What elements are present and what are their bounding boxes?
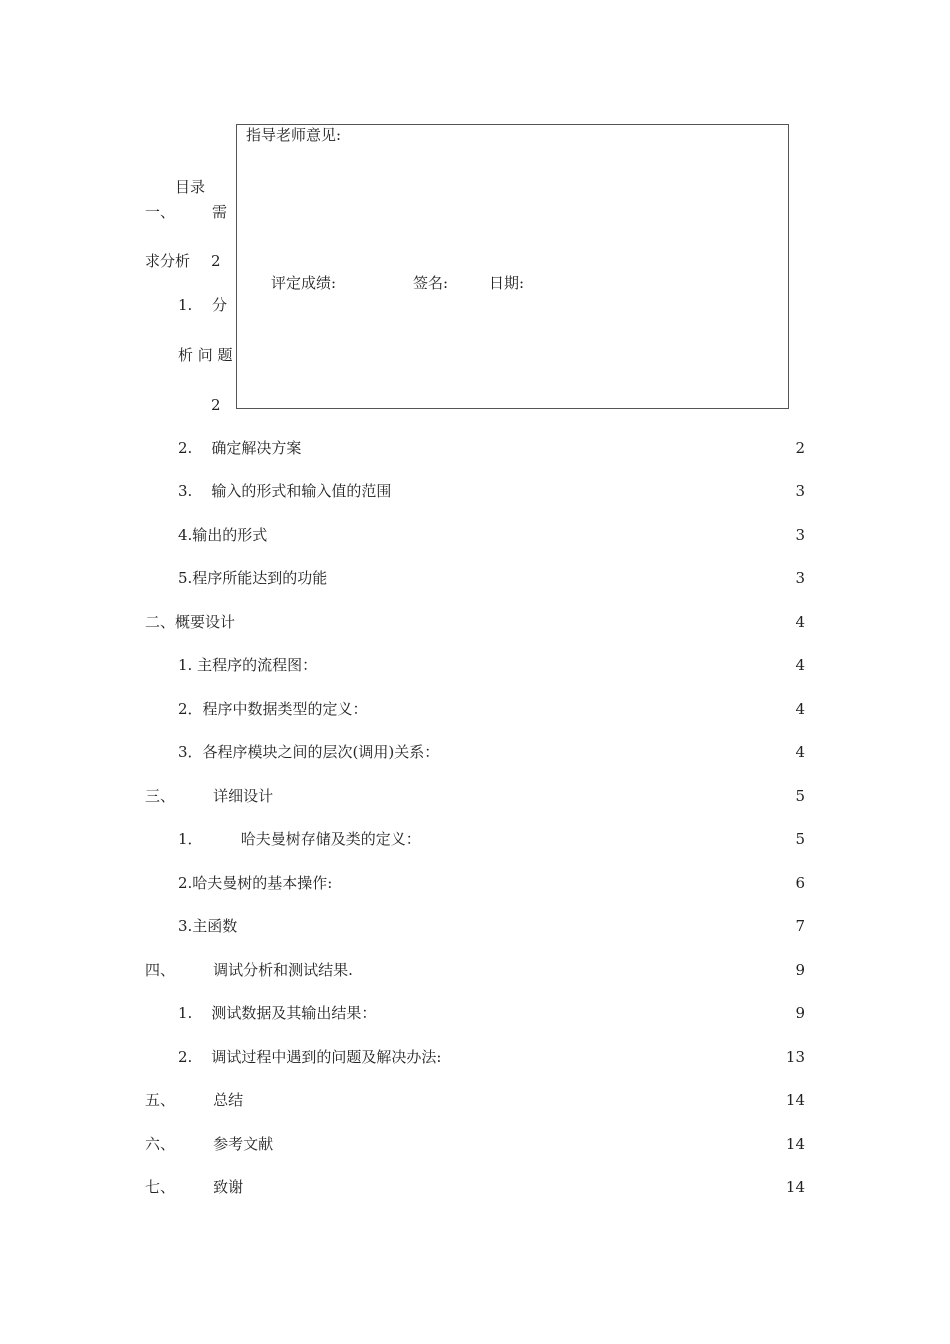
toc-entry-1-part2: 求分析 [145,252,191,270]
supervisor-opinion-box [236,124,789,409]
toc-entry-page: 4 [795,743,805,761]
toc-entry-label: 3.主函数 [178,917,238,935]
toc-entry-page: 9 [795,961,805,979]
toc-entry-page: 2 [795,439,805,457]
toc-entry-label: 2. 确定解决方案 [178,439,302,457]
toc-entry-label: 1. 测试数据及其输出结果： [178,1004,377,1022]
toc-entry-label: 四、 调试分析和测试结果. [145,961,353,979]
toc-entry-2-part2: 析 问 题 [178,346,233,364]
toc-entry-2-page: 2 [211,396,221,414]
toc-entry-page: 3 [795,569,805,587]
toc-entry-page: 5 [795,830,805,848]
toc-entry-label: 1. 主程序的流程图： [178,656,318,674]
toc-entry-label: 2.哈夫曼树的基本操作: [178,874,333,892]
toc-entry-label: 2．程序中数据类型的定义： [178,700,368,718]
toc-entry-page: 14 [785,1091,805,1109]
toc-title: 目录 [175,178,206,196]
toc-entry-1-prefix: 一、 [145,203,176,221]
toc-entry-2-prefix: 1. [178,296,193,314]
toc-entry-page: 4 [795,613,805,631]
toc-entry-label: 三、 详细设计 [145,787,274,805]
toc-entry-label: 七、 致谢 [145,1178,244,1196]
signature-label: 签名: [413,274,449,292]
toc-entry-label: 3. 输入的形式和输入值的范围 [178,482,392,500]
toc-entry-page: 3 [795,526,805,544]
toc-entry-label: 六、 参考文献 [145,1135,274,1153]
toc-entry-page: 5 [795,787,805,805]
toc-entry-page: 4 [795,700,805,718]
grade-label: 评定成绩: [271,274,337,292]
toc-entry-page: 13 [785,1048,805,1066]
toc-entry-page: 14 [785,1178,805,1196]
toc-entry-label: 1． 哈夫曼树存储及类的定义： [178,830,421,848]
toc-entry-label: 5.程序所能达到的功能 [178,569,328,587]
toc-entry-label: 二、概要设计 [145,613,236,631]
toc-entry-1-part1: 需 [212,203,228,221]
date-label: 日期: [489,274,525,292]
toc-entry-label: 3．各程序模块之间的层次(调用)关系： [178,743,440,761]
toc-entry-page: 9 [795,1004,805,1022]
toc-entry-2-part1: 分 [212,296,228,314]
toc-entry-page: 6 [795,874,805,892]
toc-entry-page: 7 [795,917,805,935]
toc-entry-page: 14 [785,1135,805,1153]
opinion-title: 指导老师意见: [246,126,342,144]
toc-entry-label: 五、 总结 [145,1091,244,1109]
toc-entry-1-page: 2 [211,252,221,270]
toc-entry-page: 3 [795,482,805,500]
toc-entry-page: 4 [795,656,805,674]
toc-entry-label: 4.输出的形式 [178,526,268,544]
toc-entry-label: 2. 调试过程中遇到的问题及解决办法: [178,1048,442,1066]
